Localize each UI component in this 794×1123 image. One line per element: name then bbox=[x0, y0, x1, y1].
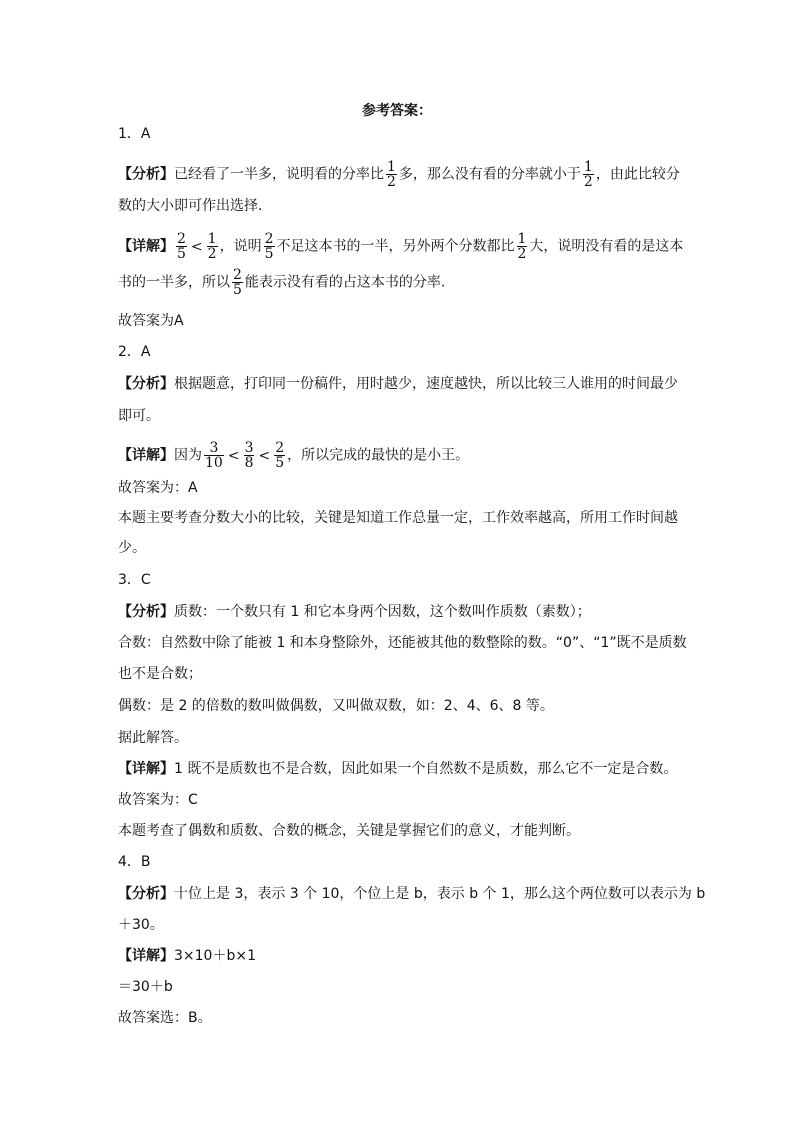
fraction-half: $\frac{1}{2}$ bbox=[517, 231, 527, 262]
q4-analysis-line-1: 【分析】十位上是 3，表示 3 个 10，个位上是 b，表示 b 个 1，那么这个两位数可以表示为 b bbox=[118, 886, 706, 902]
analysis-tag: 【分析】 bbox=[118, 166, 174, 183]
q4-analysis-line-2: ＋30。 bbox=[118, 917, 164, 933]
fraction-half: $\frac{1}{2}$ bbox=[207, 231, 217, 262]
q3-analysis-line-3: 也不是合数； bbox=[118, 666, 202, 682]
q3-detail-line: 【详解】1 既不是质数也不是合数，因此如果一个自然数不是质数，那么它不一定是合数。 bbox=[118, 761, 678, 777]
q4-detail-line-2: ＝30＋b bbox=[118, 979, 173, 995]
analysis-tag: 【分析】 bbox=[118, 886, 174, 902]
q3-analysis-line-2: 合数：自然数中除了能被 1 和本身整除外，还能被其他的数整除的数。“0”、“1”既不是质数 bbox=[118, 635, 687, 651]
page-title: 参考答案： bbox=[362, 103, 432, 119]
q3-answer: 故答案为：C bbox=[118, 792, 198, 808]
q1-answer: 故答案为A bbox=[118, 313, 184, 329]
q3-analysis-line-5: 据此解答。 bbox=[118, 730, 188, 746]
detail-tag: 【详解】 bbox=[118, 948, 174, 964]
detail-tag: 【详解】 bbox=[118, 238, 174, 255]
fraction-two-fifths: $\frac{2}{5}$ bbox=[233, 267, 242, 298]
fraction-half: $\frac{1}{2}$ bbox=[583, 159, 593, 190]
detail-tag: 【详解】 bbox=[118, 761, 174, 777]
fraction-three-tenths: $\frac{3}{10}$ bbox=[205, 440, 223, 471]
fraction-two-fifths: $\frac{2}{5}$ bbox=[264, 231, 274, 262]
q2-detail-line: 【详解】因为 $\frac{3}{10}$ < $\frac{3}{8}$ < $\frac{2}{5}$ ，所以完成的最快的是小王。 bbox=[118, 440, 470, 471]
q2-comment-line-2: 少。 bbox=[118, 540, 146, 556]
analysis-tag: 【分析】 bbox=[118, 376, 174, 392]
q1-detail-line-1: 【详解】 $\frac{2}{5}$ < $\frac{1}{2}$ ，说明 $\frac{2}{5}$ 不足这本书的一半，另外两个分数都比 $\frac{1}{2}$ 大，说明没有看的是这本 bbox=[118, 231, 684, 262]
q2-analysis-line-1: 【分析】根据题意，打印同一份稿件，用时越少，速度越快，所以比较三人谁用的时间最少 bbox=[118, 376, 678, 392]
q1-analysis-line-1: 【分析】已经看了一半多，说明看的分率比 $\frac{1}{2}$ 多，那么没有看的分率就小于 $\frac{1}{2}$ ，由此比较分 bbox=[118, 159, 680, 190]
fraction-two-fifths: $\frac{2}{5}$ bbox=[177, 231, 186, 262]
analysis-tag: 【分析】 bbox=[118, 604, 174, 620]
q2-analysis-line-2: 即可。 bbox=[118, 408, 160, 424]
q4-answer: 故答案选：B。 bbox=[118, 1010, 212, 1026]
q1-analysis-line-2: 数的大小即可作出选择. bbox=[118, 198, 263, 214]
q3-comment: 本题考查了偶数和质数、合数的概念，关键是掌握它们的意义，才能判断。 bbox=[118, 823, 580, 839]
q1-detail-line-2: 书的一半多，所以 $\frac{2}{5}$ 能表示没有看的占这本书的分率. bbox=[118, 267, 446, 298]
q4-number: 4．B bbox=[118, 854, 151, 870]
fraction-three-eighths: $\frac{3}{8}$ bbox=[244, 440, 254, 471]
detail-tag: 【详解】 bbox=[118, 447, 174, 464]
q2-answer: 故答案为：A bbox=[118, 480, 198, 496]
q4-detail-line-1: 【详解】3×10＋b×1 bbox=[118, 948, 256, 964]
fraction-two-fifths: $\frac{2}{5}$ bbox=[275, 440, 285, 471]
q1-number: 1．A bbox=[118, 126, 151, 142]
q3-analysis-line-4: 偶数：是 2 的倍数的数叫做偶数，又叫做双数，如：2、4、6、8 等。 bbox=[118, 698, 554, 714]
q2-comment-line-1: 本题主要考查分数大小的比较，关键是知道工作总量一定，工作效率越高，所用工作时间越 bbox=[118, 510, 678, 526]
q3-number: 3．C bbox=[118, 572, 151, 588]
q3-analysis-line-1: 【分析】质数：一个数只有 1 和它本身两个因数，这个数叫作质数（素数）； bbox=[118, 604, 591, 620]
fraction-half: $\frac{1}{2}$ bbox=[387, 159, 396, 190]
q2-number: 2．A bbox=[118, 344, 151, 360]
